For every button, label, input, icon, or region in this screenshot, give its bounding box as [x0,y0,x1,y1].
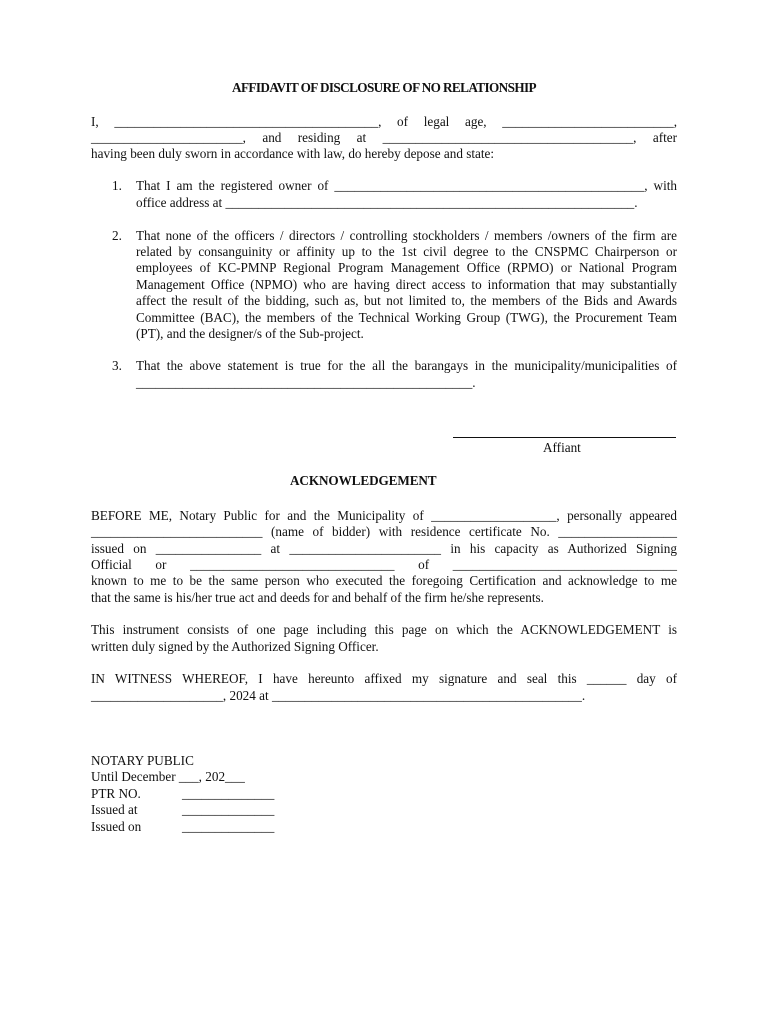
item-2-line-7: (PT), and the designer/s of the Sub-project. [136,326,364,341]
ack-para2-line-1: This instrument consists of one page including this page on which the ACKNOWLEDGEMENT is [91,622,677,637]
notary-title: NOTARY PUBLIC [91,753,194,768]
affiant-signature-line [453,437,676,438]
affiant-label: Affiant [543,440,581,455]
item-2-line-3: employees of KC-PMNP Regional Program Management Office (RPMO) or National Program [136,260,677,275]
item-1-number: 1. [112,178,122,193]
item-3-line-1: That the above statement is true for the all the barangays in the municipality/municipalities of [136,358,677,373]
item-1-line-1: That I am the registered owner of _______________________________________________, with [136,178,677,193]
acknowledgement-title: ACKNOWLEDGEMENT [290,473,437,488]
intro-line-2: _______________________, and residing at ______________________________________, after [91,130,677,145]
ack-para1-line-6: that the same is his/her true act and deeds for and behalf of the firm he/she represents. [91,590,544,605]
ack-para1-line-3: issued on ________________ at _______________________ in his capacity as Authorized Signing [91,541,677,556]
notary-issued-on-label: Issued on [91,819,142,834]
notary-ptr-value: ______________ [182,786,275,801]
item-2-line-4: Management Office (NPMO) who are having direct access to information that may substantially [136,277,677,292]
item-2-line-2: related by consanguinity or affinity up to the 1st civil degree to the CNSPMC Chairperson or [136,244,677,259]
notary-issued-on-value: ______________ [182,819,275,834]
ack-para2-line-2: written duly signed by the Authorized Signing Officer. [91,639,379,654]
item-1-line-2: office address at ______________________________________________________________. [136,195,638,210]
intro-line-3: having been duly sworn in accordance with law, do hereby depose and state: [91,146,495,161]
ack-para1-line-1: BEFORE ME, Notary Public for and the Municipality of ___________________, personally appeared [91,508,677,523]
notary-issued-at-label: Issued at [91,802,138,817]
notary-issued-at-value: ______________ [182,802,275,817]
intro-line-1: I, ________________________________________, of legal age, __________________________, [91,114,677,129]
item-2-number: 2. [112,228,122,243]
notary-until: Until December ___, 202___ [91,769,245,784]
ack-para1-line-2: __________________________ (name of bidder) with residence certificate No. __________________ [91,524,677,539]
item-2-line-5: affect the result of the bidding, such as, but not limited to, the members of the Bids and Awards [136,293,677,308]
notary-ptr-label: PTR NO. [91,786,141,801]
ack-para3-line-2: ____________________, 2024 at _______________________________________________. [91,688,586,703]
ack-para1-line-5: known to me to be the same person who executed the foregoing Certification and acknowledge to me [91,573,677,588]
item-3-line-2: ___________________________________________________. [136,375,476,390]
document-title: AFFIDAVIT OF DISCLOSURE OF NO RELATIONSHIP [232,80,536,95]
item-3-number: 3. [112,358,122,373]
ack-para1-line-4: Official or _______________________________ of __________________________________ [91,557,677,572]
item-2-line-6: Committee (BAC), the members of the Technical Working Group (TWG), the Procurement Team [136,310,677,325]
ack-para3-line-1: IN WITNESS WHEREOF, I have hereunto affixed my signature and seal this ______ day of [91,671,677,686]
item-2-line-1: That none of the officers / directors / controlling stockholders / members /owners of the firm are [136,228,677,243]
